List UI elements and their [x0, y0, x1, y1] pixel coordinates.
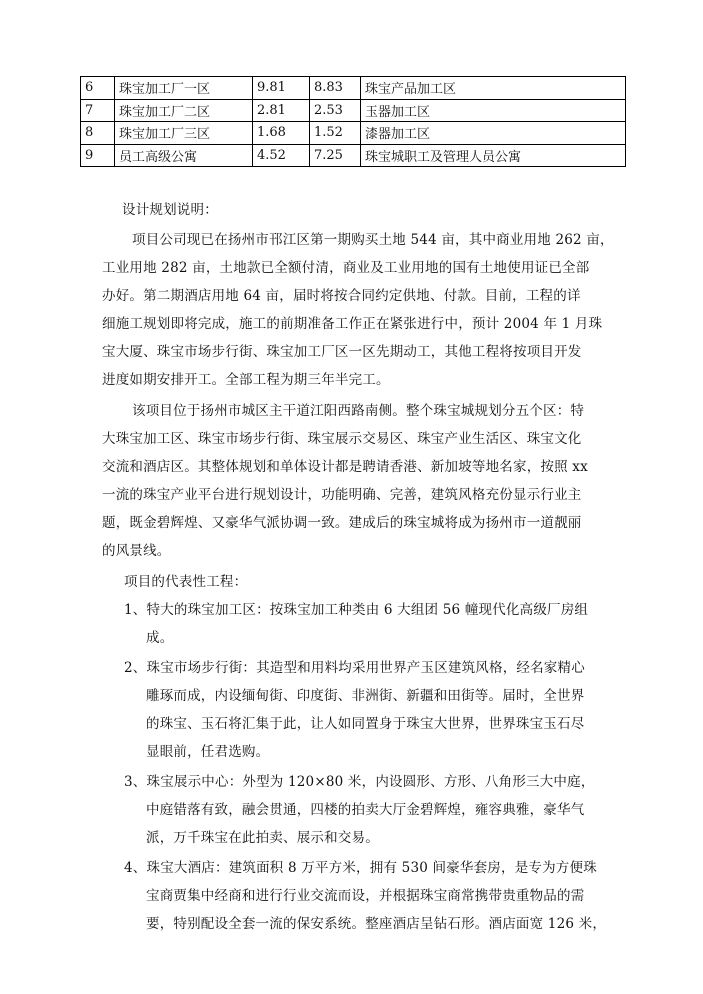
- paragraph-line: 题，既金碧辉煌、又豪华气派协调一致。建成后的珠宝城将成为扬州市一道靓丽: [102, 515, 582, 531]
- list-item-line: 要，特别配设全套一流的保安系统。整座酒店呈钻石形。酒店面宽 126 米，: [146, 916, 607, 932]
- value-b-cell: 7.25: [310, 144, 361, 167]
- paragraph-line: 的风景线。: [102, 543, 171, 559]
- area-purpose-cell: 珠宝城职工及管理人员公寓: [361, 144, 626, 167]
- list-item-line: 2、珠宝市场步行街：其造型和用料均采用世界产玉区建筑风格，经名家精心: [124, 660, 585, 676]
- list-item-line: 显眼前，任君选购。: [146, 744, 270, 760]
- paragraph-line: 项目公司现已在扬州市邗江区第一期购买土地 544 亩，其中商业用地 262 亩，: [132, 232, 614, 248]
- list-item-line: 1、特大的珠宝加工区：按珠宝加工种类由 6 大组团 56 幢现代化高级厂房组: [124, 602, 589, 618]
- list-item-line: 派，万千珠宝在此拍卖、展示和交易。: [146, 830, 379, 846]
- area-name-cell: 珠宝加工厂三区: [115, 122, 253, 145]
- list-item-line: 4、珠宝大酒店：建筑面积 8 万平方米，拥有 530 间豪华套房，是专为方便珠: [124, 860, 597, 876]
- list-item-line: 的珠宝、玉石将汇集于此，让人如同置身于珠宝大世界，世界珠宝玉石尽: [146, 716, 585, 732]
- paragraph-line: 交流和酒店区。其整体规划和单体设计都是聘请香港、新加坡等地名家，按照 xx: [102, 459, 588, 475]
- table-row: [81, 122, 626, 145]
- row-number-cell: 7: [81, 99, 115, 122]
- list-item-line: 3、珠宝展示中心：外型为 120×80 米，内设圆形、方形、八角形三大中庭，: [124, 774, 595, 790]
- area-purpose-cell: 珠宝产品加工区: [361, 77, 626, 100]
- area-name-cell: 员工高级公寓: [115, 144, 253, 167]
- section-heading-design: 设计规划说明：: [122, 202, 218, 218]
- table-row: [81, 77, 626, 100]
- area-purpose-cell: 玉器加工区: [361, 99, 626, 122]
- paragraph-line: 工业用地 282 亩，土地款已全额付清，商业及工业用地的国有土地使用证已全部: [102, 260, 590, 276]
- value-a-cell: 1.68: [253, 122, 310, 145]
- row-number-cell: 6: [81, 77, 115, 100]
- value-a-cell: 2.81: [253, 99, 310, 122]
- area-purpose-cell: 漆器加工区: [361, 122, 626, 145]
- land-use-table: [80, 76, 626, 167]
- area-name-cell: 珠宝加工厂二区: [115, 99, 253, 122]
- value-b-cell: 1.52: [310, 122, 361, 145]
- list-item-line: 宝商贾集中经商和进行行业交流而设，并根据珠宝商常携带贵重物品的需: [146, 888, 585, 904]
- value-b-cell: 2.53: [310, 99, 361, 122]
- list-item-line: 中庭错落有致，融会贯通，四楼的拍卖大厅金碧辉煌，雍容典雅，豪华气: [146, 802, 585, 818]
- area-name-cell: 珠宝加工厂一区: [115, 77, 253, 100]
- row-number-cell: 9: [81, 144, 115, 167]
- value-b-cell: 8.83: [310, 77, 361, 100]
- list-item-line: 雕琢而成，内设缅甸街、印度街、非洲街、新疆和田街等。届时，全世界: [146, 688, 585, 704]
- list-item-line: 成。: [146, 630, 174, 646]
- row-number-cell: 8: [81, 122, 115, 145]
- table-row: [81, 144, 626, 167]
- paragraph-line: 宝大厦、珠宝市场步行街、珠宝加工厂区一区先期动工，其他工程将按项目开发: [102, 344, 582, 360]
- paragraph-line: 该项目位于扬州市城区主干道江阳西路南侧。整个珠宝城规划分五个区：特: [132, 403, 585, 419]
- paragraph-line: 一流的珠宝产业平台进行规划设计，功能明确、完善，建筑风格充份显示行业主: [102, 487, 582, 503]
- paragraph-line: 进度如期安排开工。全部工程为期三年半完工。: [102, 372, 390, 388]
- paragraph-line: 细施工规划即将完成，施工的前期准备工作正在紧张进行中，预计 2004 年 1 月珠: [102, 316, 603, 332]
- paragraph-line: 大珠宝加工区、珠宝市场步行街、珠宝展示交易区、珠宝产业生活区、珠宝文化: [102, 431, 582, 447]
- paragraph-line: 办好。第二期酒店用地 64 亩，届时将按合同约定供地、付款。目前，工程的详: [102, 288, 581, 304]
- value-a-cell: 4.52: [253, 144, 310, 167]
- table-row: [81, 99, 626, 122]
- section-heading-projects: 项目的代表性工程：: [124, 574, 248, 590]
- value-a-cell: 9.81: [253, 77, 310, 100]
